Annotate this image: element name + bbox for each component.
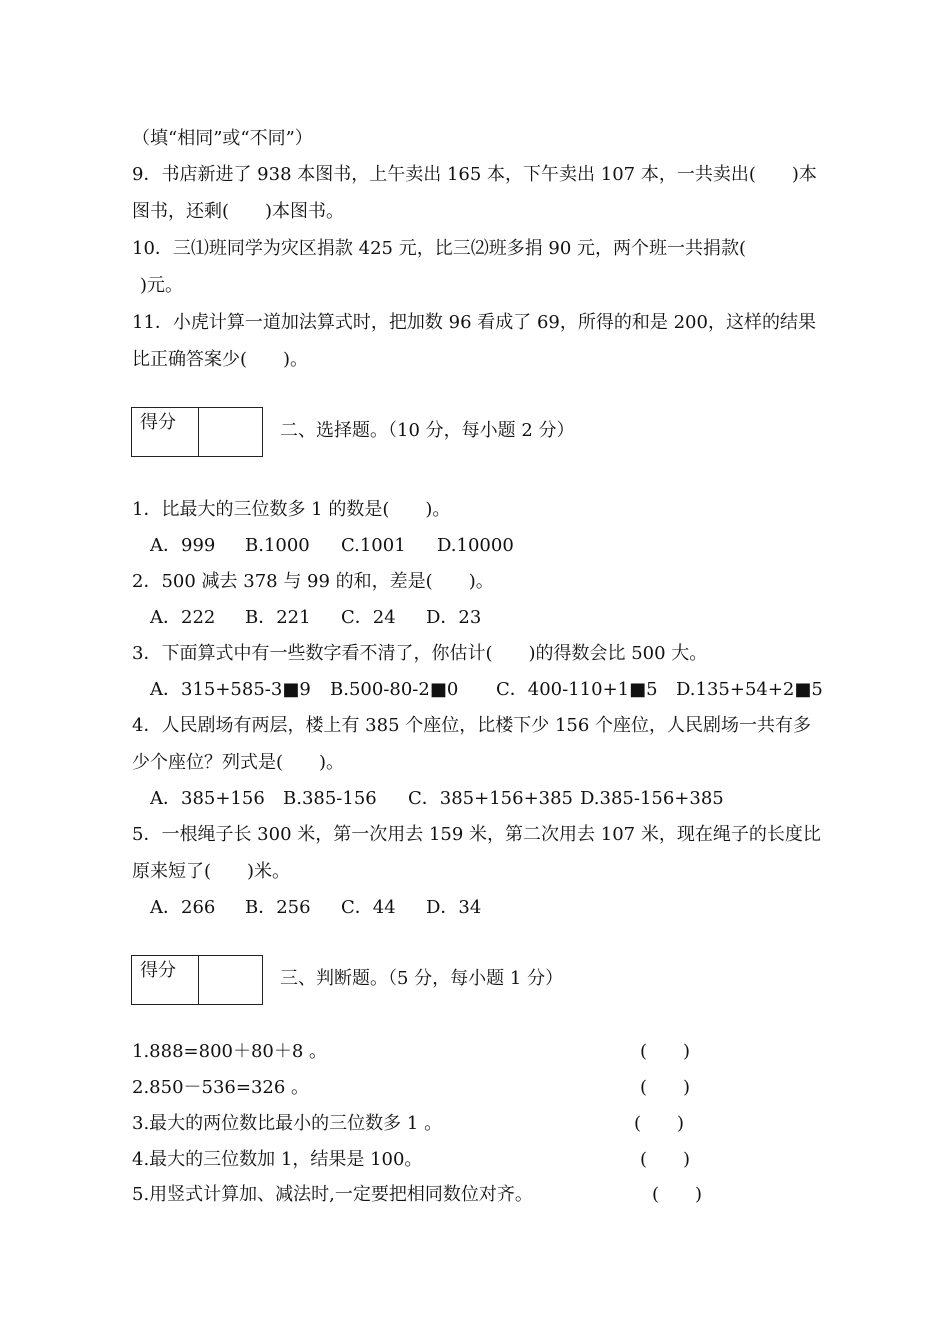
option-d: D.385-156+385 — [580, 788, 724, 809]
question-11-line-2: 比正确答案少( )。 — [132, 349, 309, 370]
score-box-divider — [198, 956, 199, 1004]
question-9-line-1: 9．书店新进了 938 本图书，上午卖出 165 本，下午卖出 107 本，一共卖出( )本 — [132, 164, 817, 185]
option-c: C．385+156+385 — [408, 788, 574, 809]
judgement-blank-2[interactable]: ( ) — [640, 1077, 691, 1098]
option-c: C．44 — [341, 897, 396, 918]
section-3-title: 三、判断题。（5 分，每小题 1 分） — [280, 968, 564, 989]
option-b: B．256 — [245, 897, 311, 918]
judgement-blank-4[interactable]: ( ) — [640, 1149, 691, 1170]
option-a: A．999 — [150, 535, 216, 556]
score-box-section-3 — [131, 955, 263, 1005]
question-10-line-2: )元。 — [140, 275, 184, 296]
choice-question-4-stem: 4．人民剧场有两层，楼上有 385 个座位，比楼下少 156 个座位，人民剧场一共有多 — [132, 715, 812, 736]
judgement-blank-5[interactable]: ( ) — [652, 1184, 703, 1205]
choice-question-5-stem: 5．一根绳子长 300 米，第一次用去 159 米，第二次用去 107 米，现在绳子的长度比 — [132, 824, 821, 845]
choice-question-1-stem: 1．比最大的三位数多 1 的数是( )。 — [132, 499, 451, 520]
choice-question-3-stem: 3．下面算式中有一些数字看不清了，你估计( )的得数会比 500 大。 — [132, 643, 708, 664]
judgement-item-1: 1.888=800＋80＋8 。 — [132, 1041, 328, 1062]
option-d: D．23 — [426, 607, 482, 628]
option-a: A．266 — [150, 897, 216, 918]
score-box-divider — [198, 408, 199, 456]
option-b: B．221 — [245, 607, 311, 628]
option-a: A．222 — [150, 607, 216, 628]
section-2-title: 二、选择题。（10 分，每小题 2 分） — [280, 420, 575, 441]
option-c: C．400-110+1■5 — [496, 679, 658, 700]
score-box-section-2 — [131, 407, 263, 457]
choice-question-4-stem-cont: 少个座位？列式是( )。 — [132, 752, 345, 773]
option-d: D.10000 — [437, 535, 514, 556]
option-a: A．315+585-3■9 — [150, 679, 311, 700]
option-d: D．34 — [426, 897, 482, 918]
option-b: B.1000 — [245, 535, 310, 556]
choice-question-5-stem-cont: 原来短了( )米。 — [132, 861, 291, 882]
question-10-line-1: 10．三⑴班同学为灾区捐款 425 元，比三⑵班多捐 90 元，两个班一共捐款( — [132, 238, 747, 259]
judgement-blank-3[interactable]: ( ) — [634, 1113, 685, 1134]
option-b: B.385-156 — [283, 788, 377, 809]
score-label: 得分 — [140, 960, 176, 981]
judgement-item-2: 2.850－536=326 。 — [132, 1077, 310, 1098]
fill-hint: （填“相同”或“不同”） — [132, 128, 313, 149]
judgement-item-4: 4.最大的三位数加 1，结果是 100。 — [132, 1149, 423, 1170]
option-c: C.1001 — [341, 535, 406, 556]
option-c: C．24 — [341, 607, 396, 628]
option-d: D.135+54+2■5 — [676, 679, 823, 700]
question-9-line-2: 图书，还剩( )本图书。 — [132, 201, 345, 222]
judgement-item-5: 5.用竖式计算加、减法时,一定要把相同数位对齐。 — [132, 1184, 533, 1205]
score-label: 得分 — [140, 412, 176, 433]
option-b: B.500-80-2■0 — [330, 679, 459, 700]
judgement-item-3: 3.最大的两位数比最小的三位数多 1 。 — [132, 1113, 443, 1134]
option-a: A．385+156 — [150, 788, 265, 809]
judgement-blank-1[interactable]: ( ) — [640, 1041, 691, 1062]
choice-question-2-stem: 2．500 减去 378 与 99 的和，差是( )。 — [132, 571, 494, 592]
question-11-line-1: 11．小虎计算一道加法算式时，把加数 96 看成了 69，所得的和是 200，这样的结果 — [132, 312, 816, 333]
